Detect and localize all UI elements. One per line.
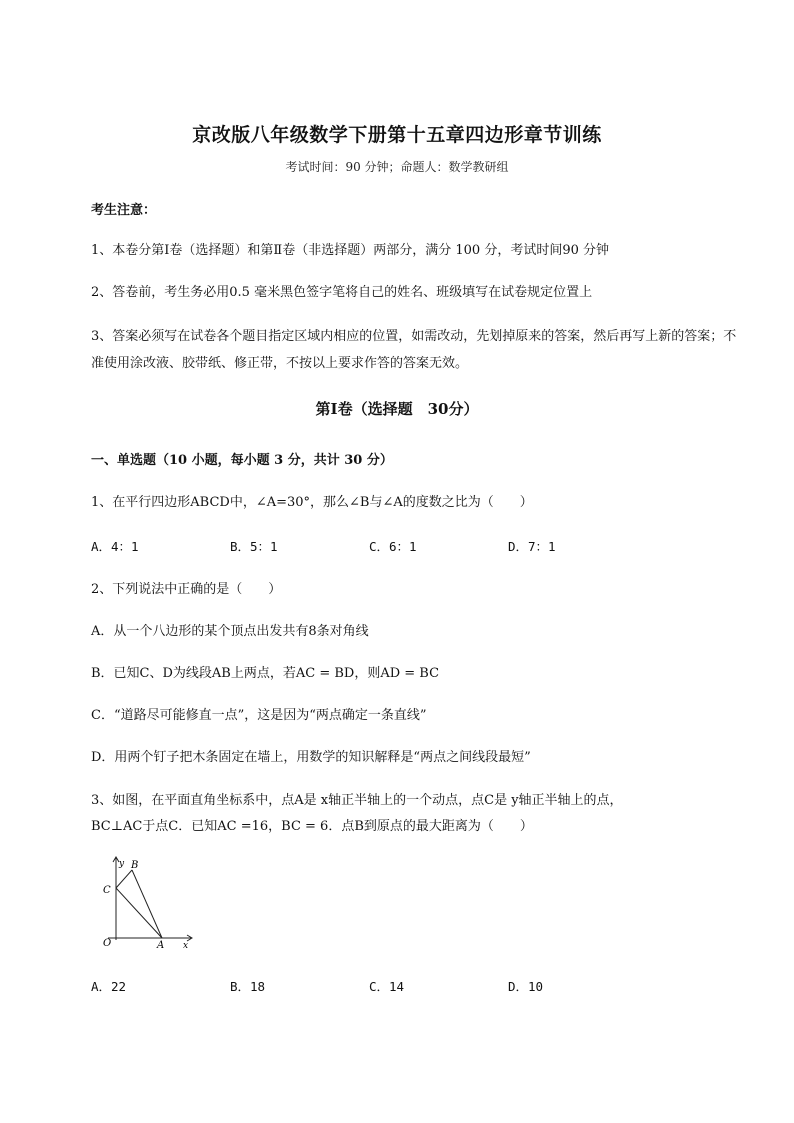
coordinate-figure [98,852,198,952]
label-o: O [103,938,112,949]
q3-option-b: B．18 [230,979,266,994]
notice-heading: 考生注意： [91,203,157,218]
notice-item-1: 1、本卷分第Ⅰ卷（选择题）和第Ⅱ卷（非选择题）两部分，满分 100 分，考试时间90 分钟 [91,243,609,258]
exam-info: 考试时间：90 分钟；命题人：数学教研组 [285,160,509,174]
q1-option-c: C．6：1 [369,539,417,554]
label-b: B [131,860,139,871]
question-2-stem: 2、下列说法中正确的是（ ） [91,582,282,597]
segment-ba [132,870,162,938]
section-title: 第Ⅰ卷（选择题 30分） [315,400,479,418]
label-x: x [183,941,189,951]
part-title: 一、单选题（10 小题，每小题 3 分，共计 30 分） [91,453,393,468]
label-a: A [157,940,165,951]
notice-item-2: 2、答卷前，考生务必用0.5 毫米黑色签字笔将自己的姓名、班级填写在试卷规定位置上 [91,285,593,300]
q2-option-c: C．“道路尽可能修直一点”，这是因为“两点确定一条直线” [91,708,427,723]
question-3-stem-line2: BC⊥AC于点C．已知AC =16，BC = 6．点B到原点的最大距离为（ ） [91,819,533,834]
label-c: C [103,885,111,896]
notice-item-3: 3、答案必须写在试卷各个题目指定区域内相应的位置，如需改动，先划掉原来的答案，然后再写上新的答案；不准使用涂改液、胶带纸、修正带，不按以上要求作答的答案无效。 [91,329,737,371]
question-3-stem-line1: 3、如图，在平面直角坐标系中，点A是 x轴正半轴上的一个动点，点C是 y轴正半轴上的点， [91,793,623,808]
q2-option-d: D．用两个钉子把木条固定在墙上，用数学的知识解释是“两点之间线段最短” [91,750,531,765]
segment-cb [116,870,132,888]
q1-option-d: D．7：1 [508,539,556,554]
q1-option-b: B．5：1 [230,539,278,554]
label-y: y [119,859,125,869]
q3-option-d: D．10 [508,979,544,994]
q2-option-a: A．从一个八边形的某个顶点出发共有8条对角线 [91,624,369,639]
question-1-stem: 1、在平行四边形ABCD中，∠A=30°，那么∠B与∠A的度数之比为（ ） [91,495,533,510]
q3-option-a: A．22 [91,979,127,994]
page-title: 京改版八年级数学下册第十五章四边形章节训练 [192,124,602,146]
q3-option-c: C．14 [369,979,405,994]
q1-option-a: A．4：1 [91,539,139,554]
segment-ca [116,888,162,938]
q2-option-b: B．已知C、D为线段AB上两点，若AC = BD，则AD = BC [91,666,440,681]
